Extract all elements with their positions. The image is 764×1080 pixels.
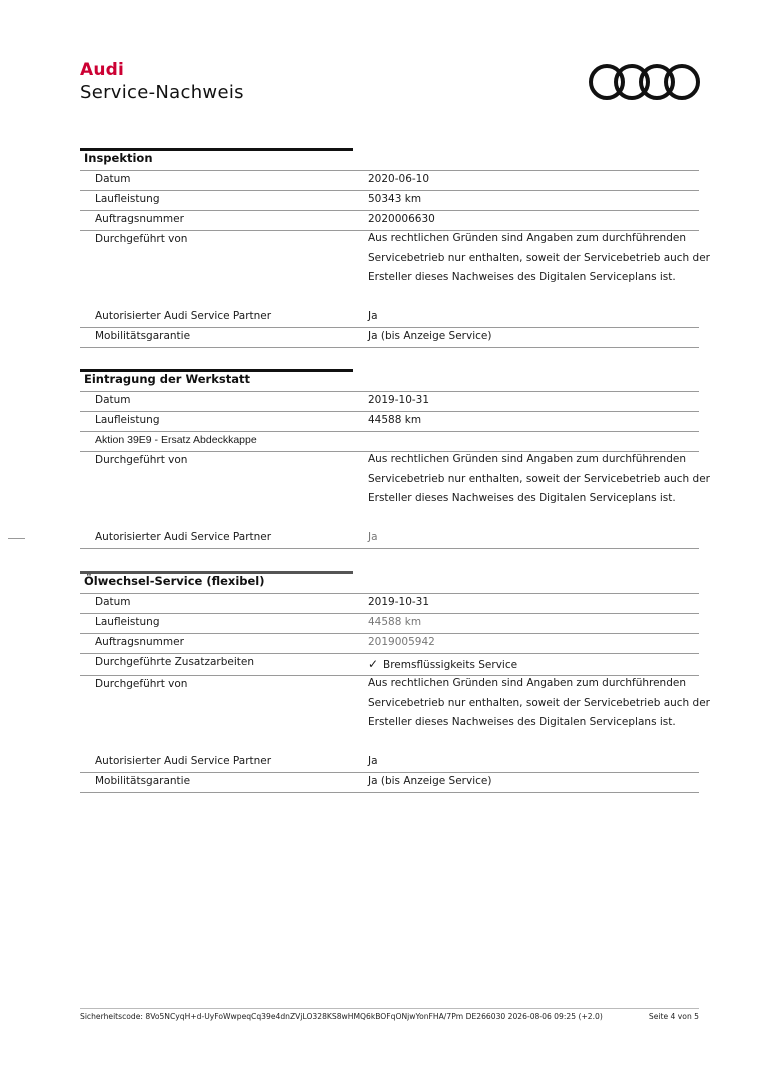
table-row [80,431,699,451]
row-value: Aus rechtlichen Gründen sind Angaben zum durchführenden Servicebetrieb nur enthalten, soweit der Servicebetrieb auch der Ersteller dieses Nachweises des Digitalen Serviceplans ist. [368,677,710,728]
row-value: Ja (bis Anzeige Service) [368,330,492,342]
row-value: Ja [368,531,378,543]
row-label: Aktion 39E9 - Ersatz Abdeckkappe [95,434,257,446]
table-row [80,772,699,793]
page-number: Seite 4 von 5 [648,1012,699,1021]
section-inspektion [80,148,710,348]
table-row [80,391,699,411]
table-row [80,633,699,653]
table-row [80,613,699,633]
row-label: Autorisierter Audi Service Partner [95,755,272,767]
row-label: Datum [95,596,131,608]
row-label: Durchgeführt von [95,678,188,690]
table-row [80,230,710,308]
row-value: 44588 km [368,616,422,628]
row-value: Ja (bis Anzeige Service) [368,775,492,787]
table-row [80,753,699,772]
section-title: Ölwechsel-Service (flexibel) [80,571,353,593]
row-value: Aus rechtlichen Gründen sind Angaben zum durchführenden Servicebetrieb nur enthalten, soweit der Servicebetrieb auch der Ersteller dieses Nachweises des Digitalen Serviceplans ist. [368,453,710,504]
row-value: ✓ Bremsflüssigkeits Service [368,657,518,671]
row-label: Mobilitätsgarantie [95,330,191,342]
row-label: Auftragsnummer [95,213,184,225]
row-label: Datum [95,394,131,406]
table-row [80,451,710,529]
footer-divider [80,1008,699,1009]
row-label: Laufleistung [95,193,160,205]
checkmark-icon: ✓ [368,657,379,671]
row-value: 2019-10-31 [368,394,430,406]
section-oelwechsel-service [80,571,710,793]
table-row [80,190,699,210]
brand-name: Audi [80,60,125,80]
table-row [80,411,699,431]
row-label: Laufleistung [95,414,160,426]
row-value: 50343 km [368,193,422,205]
row-label: Datum [95,173,131,185]
row-value: 44588 km [368,414,422,426]
row-value: 2019005942 [368,636,435,648]
security-code: Sicherheitscode: 8Vo5NCyqH+d-UyFoWwpeqCq39e4dnZVjLO328KS8wHMQ6kBOFqONjwYonFHA/7Pm DE266030 2026-08-06 09:25 (+2.0) [80,1012,603,1021]
row-label: Auftragsnummer [95,636,184,648]
row-label: Laufleistung [95,616,160,628]
row-label: Mobilitätsgarantie [95,775,191,787]
row-value: Ja [368,755,378,767]
row-value: 2019-10-31 [368,596,430,608]
table-row [80,653,699,675]
page-title: Service-Nachweis [80,82,244,103]
section-title: Eintragung der Werkstatt [80,369,353,391]
table-row [80,593,699,613]
row-value: Ja [368,310,378,322]
row-value: 2020-06-10 [368,173,430,185]
table-row [80,210,699,230]
table-row [80,170,699,190]
row-label: Autorisierter Audi Service Partner [95,310,272,322]
row-label: Durchgeführte Zusatzarbeiten [95,656,255,668]
table-row [80,675,710,753]
audi-rings-logo [588,62,700,102]
section-title: Inspektion [80,148,353,170]
row-label: Durchgeführt von [95,454,188,466]
table-row [80,308,699,327]
row-value: Aus rechtlichen Gründen sind Angaben zum durchführenden Servicebetrieb nur enthalten, soweit der Servicebetrieb auch der Ersteller dieses Nachweises des Digitalen Serviceplans ist. [368,232,710,283]
table-row [80,529,699,549]
section-eintragung-werkstatt [80,369,710,549]
row-label: Durchgeführt von [95,233,188,245]
row-value: 2020006630 [368,213,435,225]
table-row [80,327,699,348]
row-label: Autorisierter Audi Service Partner [95,531,272,543]
fold-mark [8,538,25,539]
